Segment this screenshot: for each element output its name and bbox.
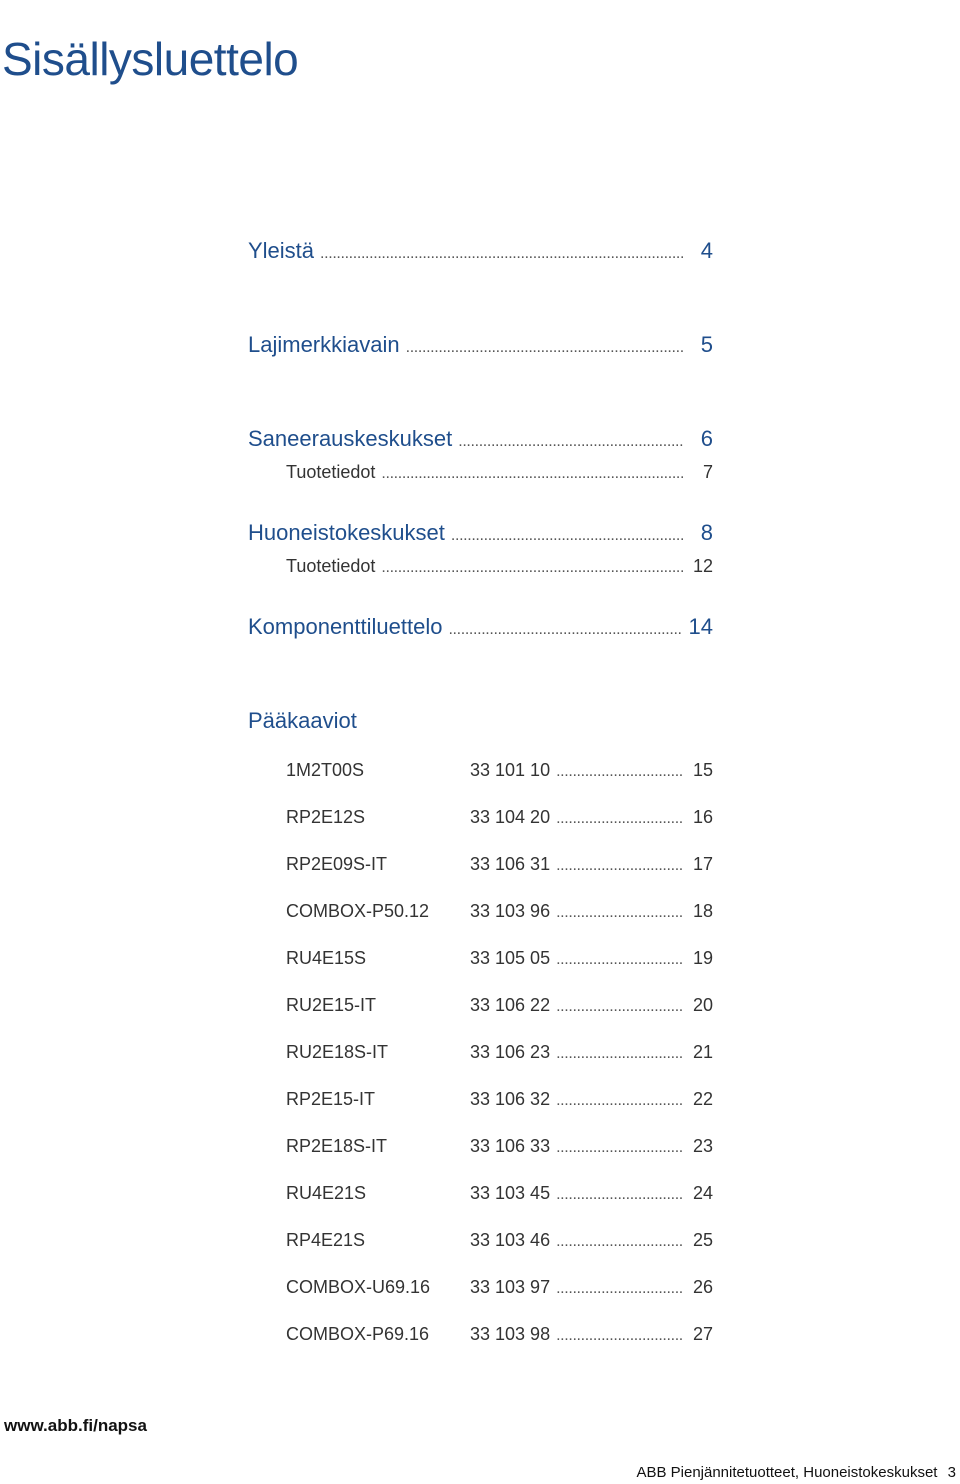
diagram-row[interactable] xyxy=(286,995,713,1016)
toc-entry-label: Saneerauskeskukset xyxy=(248,426,453,451)
diagram-code: 33 106 23 xyxy=(470,1042,551,1062)
toc-entry-page: 8 xyxy=(700,520,713,545)
toc-leader-dots xyxy=(451,527,683,545)
toc-entry-page: 4 xyxy=(700,238,713,263)
footer-website-link[interactable]: www.abb.fi/napsa xyxy=(4,1416,147,1435)
diagram-page: 16 xyxy=(692,807,713,827)
diagram-row[interactable] xyxy=(286,948,713,969)
page-title: Sisällysluettelo xyxy=(2,32,299,85)
toc-leader-dots xyxy=(556,763,683,781)
diagram-page: 18 xyxy=(692,901,713,921)
diagram-name: RU2E15-IT xyxy=(286,995,377,1015)
diagram-name: RP2E18S-IT xyxy=(286,1136,388,1156)
toc-leader-dots xyxy=(556,1139,683,1157)
diagram-page: 20 xyxy=(692,995,713,1015)
toc-leader-dots xyxy=(320,245,683,263)
diagram-row[interactable] xyxy=(286,1089,713,1110)
toc-entry-page: 7 xyxy=(702,462,713,482)
toc-entry-lajimerkkiavain[interactable] xyxy=(248,332,713,358)
diagram-code: 33 106 32 xyxy=(470,1089,551,1109)
toc-entry-huoneistokeskukset[interactable] xyxy=(248,520,713,546)
toc-entry-page: 6 xyxy=(700,426,713,451)
diagram-code: 33 103 98 xyxy=(470,1324,551,1344)
diagram-code: 33 101 10 xyxy=(470,760,551,780)
diagram-row[interactable] xyxy=(286,1136,713,1157)
toc-entry-label: Lajimerkkiavain xyxy=(248,332,400,357)
toc-entry-label: Huoneistokeskukset xyxy=(248,520,445,545)
toc-leader-dots xyxy=(556,904,683,922)
diagram-name: RP4E21S xyxy=(286,1230,366,1250)
toc-entry-yleista[interactable] xyxy=(248,238,713,264)
diagram-code: 33 104 20 xyxy=(470,807,551,827)
toc-leader-dots xyxy=(556,1280,683,1298)
toc-entry-page: 14 xyxy=(688,614,713,639)
diagram-code: 33 105 05 xyxy=(470,948,551,968)
toc-leader-dots xyxy=(556,1045,683,1063)
toc-entry-komponenttiluettelo[interactable] xyxy=(248,614,713,640)
toc-subentry-tuotetiedot[interactable] xyxy=(286,556,713,577)
toc-leader-dots xyxy=(556,1092,683,1110)
diagram-page: 19 xyxy=(692,948,713,968)
diagram-page: 17 xyxy=(692,854,713,874)
diagram-code: 33 103 96 xyxy=(470,901,551,921)
diagram-code: 33 106 31 xyxy=(470,854,551,874)
diagram-row[interactable] xyxy=(286,901,713,922)
toc-entry-label: Komponenttiluettelo xyxy=(248,614,443,639)
diagram-page: 25 xyxy=(692,1230,713,1250)
diagram-code: 33 106 33 xyxy=(470,1136,551,1156)
diagram-page: 22 xyxy=(692,1089,713,1109)
diagram-name: RP2E12S xyxy=(286,807,366,827)
toc-leader-dots xyxy=(406,339,683,357)
diagram-name: RU4E21S xyxy=(286,1183,367,1203)
diagram-name: RP2E09S-IT xyxy=(286,854,388,874)
diagram-page: 27 xyxy=(692,1324,713,1344)
toc-leader-dots xyxy=(556,1186,683,1204)
toc-leader-dots xyxy=(381,465,683,483)
diagram-name: COMBOX-P69.16 xyxy=(286,1324,430,1344)
toc-entry-label: Yleistä xyxy=(248,238,315,263)
diagram-code: 33 106 22 xyxy=(470,995,551,1015)
diagram-row[interactable] xyxy=(286,1230,713,1251)
toc-entry-saneerauskeskukset[interactable] xyxy=(248,426,713,452)
diagram-name: COMBOX-U69.16 xyxy=(286,1277,431,1297)
diagram-code: 33 103 97 xyxy=(470,1277,551,1297)
diagram-name: COMBOX-P50.12 xyxy=(286,901,430,921)
footer-doc-info xyxy=(636,1464,956,1481)
diagram-page: 15 xyxy=(692,760,713,780)
diagram-page: 23 xyxy=(692,1136,713,1156)
footer-page-number: 3 xyxy=(947,1464,956,1481)
toc-entry-label: Tuotetiedot xyxy=(286,556,376,576)
toc-leader-dots xyxy=(556,1327,683,1345)
diagram-row[interactable] xyxy=(286,1183,713,1204)
toc-leader-dots xyxy=(448,621,680,639)
toc-leader-dots xyxy=(556,998,683,1016)
diagram-row[interactable] xyxy=(286,854,713,875)
toc-leader-dots xyxy=(556,951,683,969)
toc-entry-page: 5 xyxy=(700,332,713,357)
footer-doc-title: ABB Pienjännitetuotteet, Huoneistokeskukset xyxy=(636,1464,938,1481)
toc-leader-dots xyxy=(458,433,683,451)
diagram-code: 33 103 46 xyxy=(470,1230,551,1250)
diagram-name: RU4E15S xyxy=(286,948,367,968)
toc-leader-dots xyxy=(556,810,683,828)
diagrams-heading: Pääkaaviot xyxy=(248,708,357,733)
toc-entry-page: 12 xyxy=(692,556,713,576)
diagram-name: RU2E18S-IT xyxy=(286,1042,389,1062)
diagram-page: 26 xyxy=(692,1277,713,1297)
diagram-code: 33 103 45 xyxy=(470,1183,551,1203)
diagram-page: 21 xyxy=(692,1042,713,1062)
toc-leader-dots xyxy=(556,857,683,875)
diagram-row[interactable] xyxy=(286,760,713,781)
diagram-name: RP2E15-IT xyxy=(286,1089,376,1109)
toc-leader-dots xyxy=(556,1233,683,1251)
toc-entry-label: Tuotetiedot xyxy=(286,462,376,482)
diagram-page: 24 xyxy=(692,1183,713,1203)
toc-subentry-tuotetiedot[interactable] xyxy=(286,462,713,483)
diagram-row[interactable] xyxy=(286,1277,713,1298)
diagram-name: 1M2T00S xyxy=(286,760,365,780)
diagram-row[interactable] xyxy=(286,807,713,828)
diagram-row[interactable] xyxy=(286,1324,713,1345)
diagram-row[interactable] xyxy=(286,1042,713,1063)
toc-leader-dots xyxy=(381,559,683,577)
